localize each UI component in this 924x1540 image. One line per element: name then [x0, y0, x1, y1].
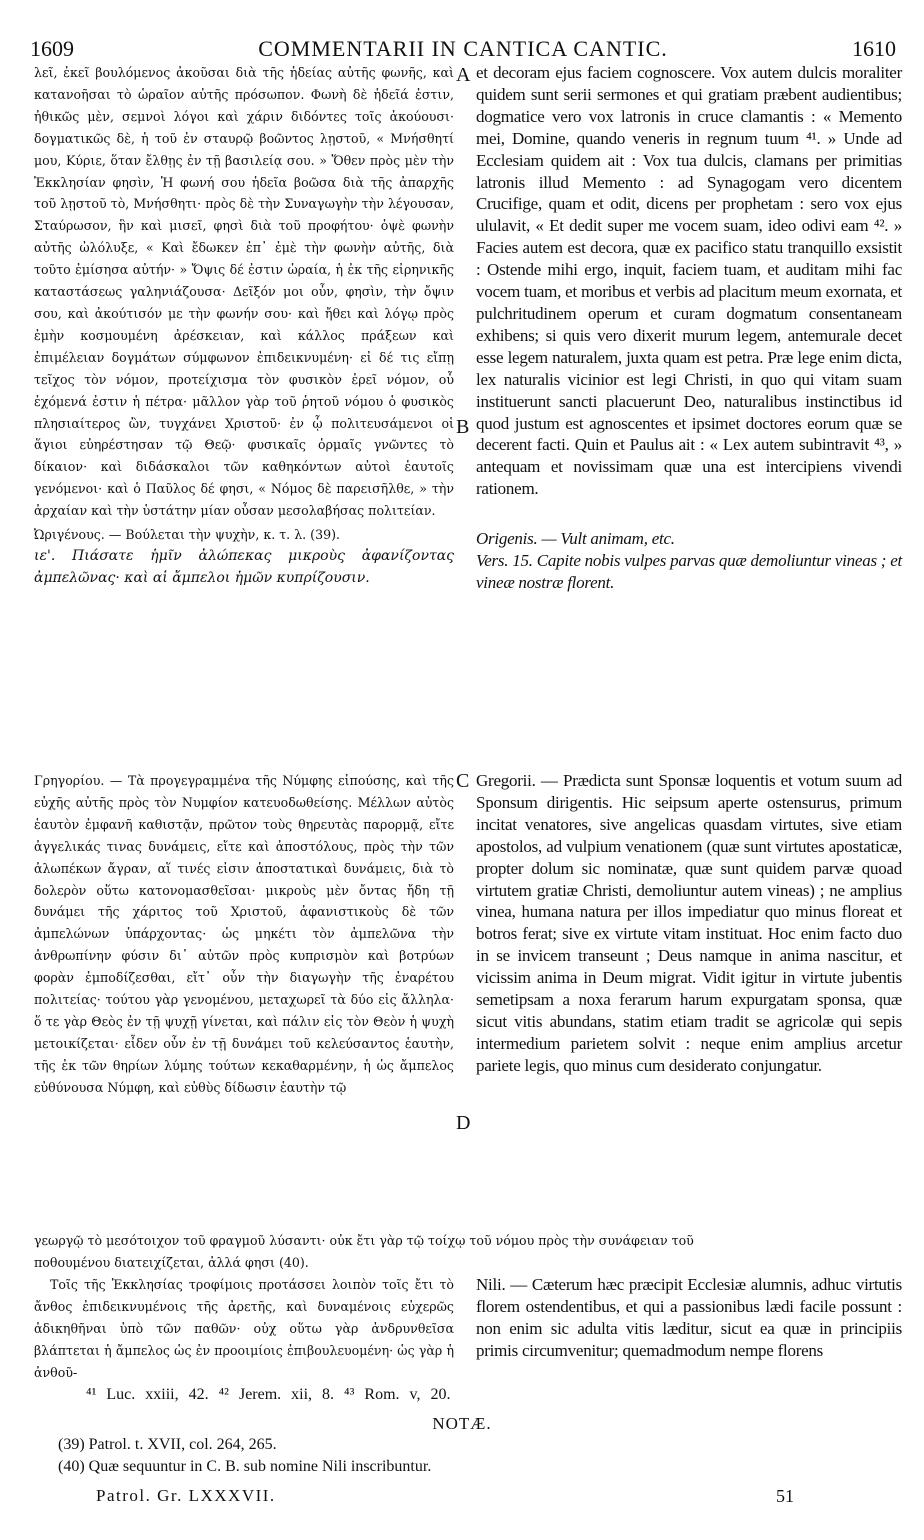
scripture-references: ⁴¹ Luc. xxiii, 42. ⁴² Jerem. xii, 8. ⁴³ Rom. v, 20.	[86, 1386, 451, 1403]
greek-verse: ιε'. Πιάσατε ἡμῖν ἀλώπεκας μικροὺς ἀφανίζοντας ἀμπελῶνας· καὶ αἱ ἄμπελοι ἡμῶν κυπρίζουσιν.	[34, 547, 454, 586]
note-39: (39) Patrol. t. XVII, col. 264, 265.	[58, 1436, 277, 1453]
greek-nilus-paragraph: Τοῖς τῆς Ἐκκλησίας τροφίμοις προτάσσει λοιπὸν τοῖς ἔτι τὸ ἄνθος ἐπιδεικνυμένοις τῆς ἀρετῆς, καὶ δυναμένοις εὐχερῶς ἀδικηθῆναι ὑπὸ τῶν παθῶν· οὐχ οὕτω γὰρ ἀνδρυνθεῖσα βλάπτεται ἡ ἄμπελος ὡς ἐν προοιμίοις ἐπιβουλευομένη· ὡς γὰρ ἡ ἀνθοῦ-	[34, 1276, 454, 1380]
latin-gregory-paragraph: Gregorii. — Prædicta sunt Sponsæ loquentis et votum suum ad Sponsum dirigentis. Hic seipsum aperte ostensurus, primum incitat venatores, sive angelicas quasdam virtutes, sive etiam apostolos, ad vulpium venationem (quæ sunt virtutes apostaticæ, propter dolum sic nominatæ, quæ sunt quidem parvæ quoad virtutem gratiæ Christi, demoliuntur autem vineas) ; ne amplius vinea, humana natura per illos impediatur quo minus floreat et botros ferat; sive ex virtute vitam instituat. Hoc enim facto duo in se invicem transeunt ; Deus namque in anima nascitur, et vicissim anima in Deum migrat. Vidit igitur in virtute jubentis semetipsam a noxa ferarum harum expurgatam sponsa, quæ sicut vitis abundans, statim etiam tradit se agricolæ qui sepis intermedium parietem solvit : neque enim amplius arcetur pariete legis, quo minus cum desiderato conjungatur.	[476, 771, 902, 1075]
margin-marker-d: D	[456, 1112, 471, 1134]
margin-marker-c: C	[456, 770, 470, 792]
latin-nilus-paragraph: Nili. — Cæterum hæc præcipit Ecclesiæ alumnis, adhuc virtutis florem ostendentibus, et qui a passionibus lædi facile possunt : non enim sic adulta vitis læditur, sicut ea quæ in principiis primis circumvenitur; quemadmodum nempe florens	[476, 1275, 902, 1360]
greek-column-nilus	[34, 1252, 454, 1383]
page-number-left: 1609	[30, 36, 74, 61]
latin-column-gregory	[476, 770, 902, 1077]
greek-spanning-part-a: γεωργῷ τὸ μεσότοιχον τοῦ φραγμοῦ λύσαντι· οὐκ	[34, 1233, 353, 1248]
volume-footer: Patrol. Gr. LXXXVII.	[96, 1486, 276, 1505]
latin-column-nilus	[476, 1252, 902, 1362]
notes-heading: NOTÆ.	[432, 1414, 492, 1433]
running-title: COMMENTARII IN CANTICA CANTIC.	[258, 36, 668, 61]
note-40: (40) Quæ sequuntur in C. B. sub nomine Nili inscribuntur.	[58, 1458, 432, 1475]
margin-marker-a: A	[456, 64, 471, 86]
greek-column-upper	[34, 62, 454, 590]
signature-mark: 51	[776, 1486, 794, 1506]
greek-origen-line: Ὠριγένους. — Βούλεται τὴν ψυχὴν, κ. τ. λ. (39).	[34, 527, 341, 543]
latin-commentary-paragraph: et decoram ejus faciem cognoscere. Vox autem dulcis moraliter quidem sunt serii sermones et qui gratiam præbent audientibus; dogmatice vero vox latronis in cruce clamantis : « Memento mei, Domine, quando veneris in regnum tuum ⁴¹. » Unde ad Ecclesiam quidem ait : Vox tua dulcis, clamans per primitias latronis illud Memento : ad Synagogam vero dicentem Crucifige, quam et odit, dicens per prophetam : sero vox ejus ululavit, « Et dedit super me vocem suam, ideo odivi eam ⁴². » Facies autem est decora, quæ ex pacifico statu tranquillo exsistit : Ostende mihi ergo, inquit, faciem tuam, et auditam mihi fac vocem tuam, et moribus et verbis ad placitum meum exornata, et pulchritudinem operum et curam dogmatum consentaneam exhibens; si quis vero dixerit murum legem, antemurale decet esse legem naturalem, juxta quam est petra. Præ lege enim dicta, lex naturalis vicinior est legi Christi, in quo qui vitam suam instituerunt sancti placuerunt Deo, naturalibus instinctibus id quod justum est agnoscentes et ipsimet doctores eorum quæ se decerent facti. Quin et Paulus ait : « Lex autem subintravit ⁴³, » antequam et novissimam quæ una est intercipiens vivendi rationem.	[476, 63, 902, 499]
latin-verse: Vers. 15. Capite nobis vulpes parvas quæ demoliuntur vineas ; et vineæ nostræ florent.	[476, 551, 902, 592]
margin-marker-b: B	[456, 416, 470, 438]
greek-spanning-part-b: ἔτι γὰρ τῷ τοίχῳ τοῦ νόμου πρὸς τὴν συνάφειαν τοῦ	[356, 1233, 694, 1248]
latin-column-upper	[476, 62, 902, 594]
greek-spanning-end: ποθουμένου διατειχίζεται, ἀλλά φησι (40).	[34, 1255, 309, 1270]
greek-commentary-paragraph: λεῖ, ἐκεῖ βουλόμενος ἀκοῦσαι διὰ τῆς ἡδείας αὐτῆς φωνῆς, καὶ κατανοῆσαι τὸ ὡραῖον αὐτῆς πρόσωπον. Φωνὴ δὲ ἡδεῖά ἐστιν, ἠθικῶς μὲν, σεμνοὶ λόγοι καὶ χάριν διδόντες τοῖς ἀκούουσι· δογματικῶς δὲ, ἡ τοῦ ἐν σταυρῷ βοῶντος λῃστοῦ, « Μνήσθητί μου, Κύριε, ὅταν ἔλθῃς ἐν τῇ βασιλείᾳ σου. » Ὅθεν πρὸς μὲν τὴν Ἐκκλησίαν φησὶν, Ἡ φωνή σου ἡδεῖα βοῶσα διὰ τῆς ἀπαρχῆς τοῦ λῃστοῦ τὸ, Μνήσθητι· πρὸς δὲ τὴν Συναγωγὴν τὴν λέγουσαν, Σταύρωσον, ἣν καὶ μισεῖ, φησὶ διὰ τοῦ προφήτου· ὀψὲ φωνὴν αὐτῆς ὠλόλυξε, « Καὶ ἔδωκεν ἐπ᾽ ἐμὲ τὴν φωνὴν αὐτῆς, διὰ τοῦτο ἐμίσησα αὐτήν· » Ὄψις δέ ἐστιν ὡραία, ἡ ἐκ τῆς εἰρηνικῆς καταστάσεως γαληνιάζουσα· Δεῖξόν μοι οὖν, φησὶν, τὴν ὄψιν σου, καὶ ἀκούτισόν με τὴν φωνήν σου· καὶ ἤθει καὶ λόγῳ πρὸς ἐμὴν κοσμουμένη ἀρέσκειαν, καὶ κάλλος πράξεων καὶ ἐπιμέλειαν δογμάτων σύμφωνον ἐπιδεικνυμένη· εἰ δέ τις εἴπῃ τεῖχος τὸν νόμον, προτείχισμα τὸν φυσικὸν ἐρεῖ νόμον, οὗ ἐχόμενά ἐστιν ἡ πέτρα· μᾶλλον γὰρ τοῦ ῥητοῦ νόμου ὁ φυσικὸς πλησιαίτερος ὢν, τυγχάνει Χριστοῦ· ἐν ᾧ πολιτευσάμενοι οἱ ἅγιοι εὐηρέστησαν τῷ Θεῷ· φυσικαῖς ὁρμαῖς γνῶντες τὸ δίκαιον· καὶ διδάσκαλοι τῶν καθηκόντων αὐτοὶ ἑαυτοῖς γενόμενοι· καὶ ὁ Παῦλος δέ φησι, « Νόμος δὲ παρεισῆλθε, » τὴν ἀρχαίαν καὶ τὴν ὑστάτην μίαν οὖσαν μεσολαβήσας πολιτείαν.	[34, 65, 454, 519]
running-header	[30, 36, 896, 60]
greek-column-gregory	[34, 770, 454, 1099]
greek-spanning-line	[34, 1230, 904, 1252]
latin-origen-line: Origenis. — Vult animam, etc.	[476, 529, 675, 549]
greek-gregory-paragraph: Γρηγορίου. — Τὰ προγεγραμμένα τῆς Νύμφης εἰπούσης, καὶ τῆς εὐχῆς αὐτῆς πρὸς τὸν Νυμφίον κατευοδωθείσης. Μέλλων αὐτὸς ἑαυτὸν ἐμφανῆ καθιστᾷν, πρῶτον τοὺς θηρευτὰς παρορμᾷ, εἴτε ἀγγελικάς τινας δυνάμεις, εἴτε καὶ ἀποστόλους, πρὸς τὴν τῶν ἀλωπέκων ἄγραν, αἵ τινές εἰσιν ἀποστατικαὶ δυνάμεις, διὰ τὸ δολερὸν οὕτω κατονομασθεῖσαι· μικροὺς μὲν ὄντας ἤδη τῇ δυνάμει τῆς χάριτος τοῦ Χριστοῦ, ἀφανιστικοὺς δὲ τῶν ἀμπελώνων ὑπάρχοντας· ὡς μηκέτι τὸν ἀμπελῶνα τὴν ἀνθρωπίνην φύσιν δι᾽ αὐτῶν πρὸς κυπρισμὸν καὶ βοτρύων φορὰν ἐμποδίζεσθαι, εἴτ᾽ οὖν τὴν διαγωγὴν τῆς ἐναρέτου πολιτείας· τούτου γὰρ γενομένου, μεταχωρεῖ τὰ δύο εἰς ἄλληλα· ὅ τε γὰρ Θεὸς ἐν τῇ ψυχῇ γίνεται, καὶ πάλιν εἰς τὸν Θεὸν ἡ ψυχὴ μετοικίζεται· εἶδεν οὖν ἐν τῇ δυνάμει τοῦ κελεύσαντος ἑαυτὴν, τῆς ἐκ τῶν θηρίων λύμης τούτων κεκαθαρμένην, ἡ ὡς ἄμπελος εὐθύνουσα Νύμφη, καὶ εὐθὺς δίδωσιν ἑαυτὴν τῷ	[34, 773, 454, 1095]
page-number-right: 1610	[852, 36, 896, 61]
